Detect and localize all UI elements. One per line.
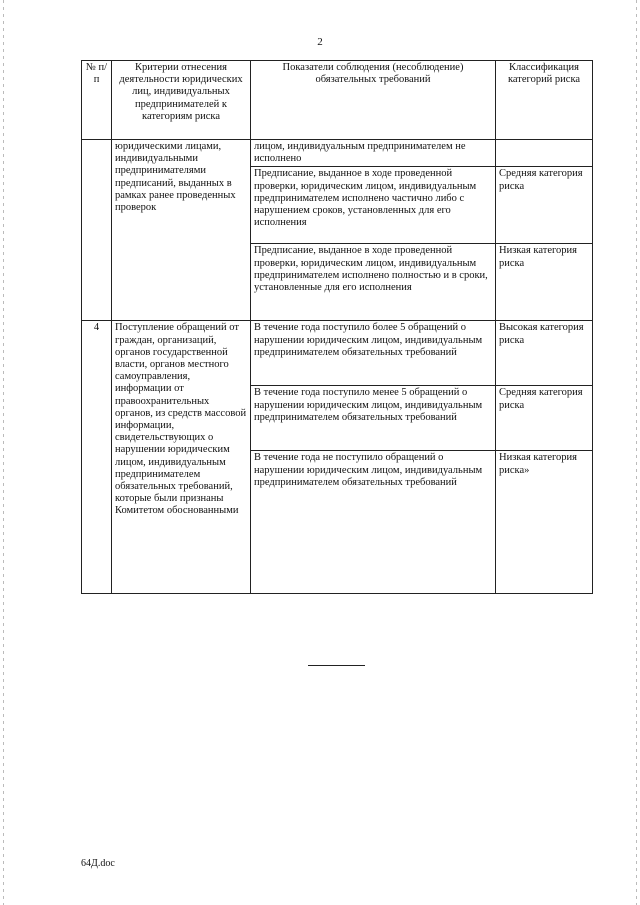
category-cell: Высокая категория риска [496,321,593,386]
table-row [82,321,593,386]
row-number [82,140,112,321]
criterion-cell: юридическими лицами, индивидуальными предпринимателями предписаний, выданных в рамках ранее проведенных проверок [112,140,251,321]
table-header-row [82,61,593,140]
category-cell: Средняя категория риска [496,386,593,451]
category-cell: Средняя категория риска [496,167,593,244]
page-number: 2 [317,36,323,48]
indicator-cell: В течение года поступило менее 5 обращений о нарушении юридическим лицом, индивидуальным предпринимателем обязательных требований [251,386,496,451]
category-cell: Низкая категория риска [496,244,593,321]
indicator-cell: лицом, индивидуальным предпринимателем не исполнено [251,140,496,167]
risk-criteria-table [81,60,593,594]
category-cell [496,140,593,167]
header-indicators: Показатели соблюдения (несоблюдение) обязательных требований [251,61,496,140]
header-criteria: Критерии отнесения деятельности юридических лиц, индивидуальных предпринимателей к категориям риска [112,61,251,140]
indicator-cell: В течение года не поступило обращений о нарушении юридическим лицом, индивидуальным предпринимателем обязательных требований [251,451,496,594]
header-number: № п/п [82,61,112,140]
header-classification: Классификация категорий риска [496,61,593,140]
right-scan-edge [636,0,637,905]
criterion-cell: Поступление обращений от граждан, организаций, органов государственной власти, органов местного самоуправления, информации от правоохранительных органов, из средств массовой информации, свидетельствующих о нарушении юридическим лицом, индивидуальным предпринимателем обязательных требований, которые были признаны Комитетом обоснованными [112,321,251,594]
row-number: 4 [82,321,112,594]
indicator-cell: В течение года поступило более 5 обращений о нарушении юридическим лицом, индивидуальным предпринимателем обязательных требований [251,321,496,386]
table-row [82,140,593,167]
indicator-cell: Предписание, выданное в ходе проведенной проверки, юридическим лицом, индивидуальным предпринимателем исполнено полностью и в сроки, установленные для его исполнения [251,244,496,321]
footer-filename: 64Д.doc [81,858,115,869]
left-scan-edge [3,0,4,905]
indicator-cell: Предписание, выданное в ходе проведенной проверки, юридическим лицом, индивидуальным предпринимателем исполнено частично либо с нарушением сроков, установленных для его исполнения [251,167,496,244]
end-separator-line [308,665,365,666]
category-cell: Низкая категория риска» [496,451,593,594]
